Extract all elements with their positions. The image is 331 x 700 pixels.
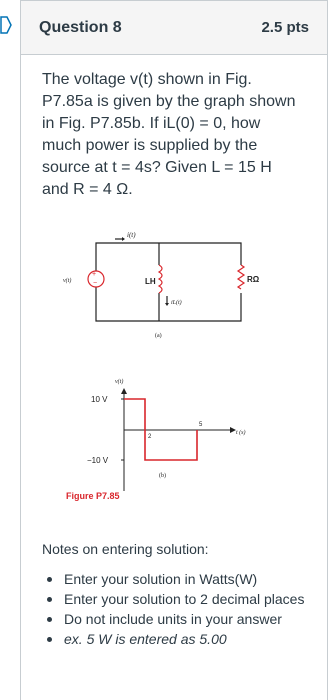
circuit-caption: (a) [155, 333, 162, 339]
note-item: ex. 5 W is entered as 5.00 [42, 629, 312, 649]
notes-title: Notes on entering solution: [42, 541, 209, 557]
x-tick-2: 2 [148, 434, 152, 440]
figure-p7-85 [21, 229, 329, 519]
inductor-current-label: iL(t) [171, 300, 182, 306]
graph-x-label: t (s) [236, 430, 246, 436]
svg-text:+: + [92, 271, 97, 278]
graph-y-label: v(t) [115, 379, 124, 385]
bookmark-icon[interactable] [0, 16, 12, 34]
question-title: Question 8 [39, 18, 122, 36]
figure-label: Figure P7.85 [66, 491, 120, 501]
circuit-diagram [63, 231, 260, 339]
note-item: Enter your solution in Watts(W) [42, 569, 312, 589]
svg-text:−: − [93, 280, 98, 287]
left-rail [0, 0, 14, 700]
notes-list [42, 569, 312, 649]
question-points: 2.5 pts [261, 19, 309, 36]
source-label: v(t) [63, 278, 72, 284]
y-tick-positive: 10 V [91, 395, 108, 404]
question-card [20, 0, 328, 700]
graph-caption: (b) [159, 473, 166, 479]
question-text: The voltage v(t) shown in Fig. P7.85a is given by the graph shown in Fig. P7.85b. If iL(0) = 0, how much power is supplied by the source at t = 4s? Given L = 15 H and R = 4 Ω. [42, 71, 296, 198]
note-item: Do not include units in your answer [42, 609, 312, 629]
note-item: Enter your solution to 2 decimal places [42, 589, 312, 609]
inductor-label: LH [145, 277, 156, 286]
resistor-label: RΩ [247, 275, 260, 284]
question-header [21, 1, 327, 55]
y-tick-negative: −10 V [87, 456, 109, 465]
x-tick-5: 5 [199, 422, 203, 428]
voltage-graph [87, 378, 246, 491]
current-label: i(t) [127, 231, 136, 239]
